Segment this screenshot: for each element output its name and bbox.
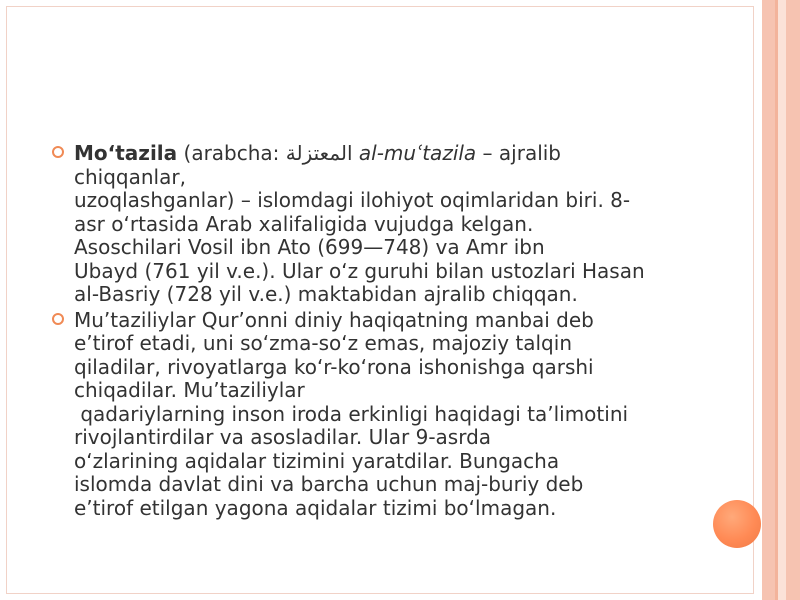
text-line: rivojlantirdilar va asosladilar. Ular 9-asrda: [74, 425, 492, 449]
text-line: e’tirof etadi, uni so‘zma-so‘z emas, majoziy talqin: [74, 331, 572, 355]
text-line: o‘zlarining aqidalar tizimini yaratdilar. Bungacha: [74, 448, 560, 473]
text-line: chiqadilar. Mu’taziliylar: [74, 378, 305, 402]
text-line: [74, 142, 688, 166]
right-stripe-inner: [778, 0, 786, 600]
text-line: Mu’taziliylar Qur’onni diniy haqiqatning manbai deb: [74, 307, 594, 332]
text-run: (arabcha:: [177, 141, 286, 165]
bullet-paragraph-1: [48, 142, 688, 307]
text-line: qiladilar, rivoyatlarga ko‘r-ko‘rona ishonishga qarshi: [74, 354, 594, 379]
transliteration: al-muʿtazila: [352, 141, 477, 165]
text-line: al-Basriy (728 yil v.e.) maktabidan ajralib chiqqan.: [74, 282, 578, 306]
ring-bullet-icon: [52, 146, 64, 158]
text-line: islomda davlat dini va barcha uchun maj-buriy deb: [74, 472, 584, 496]
text-line: e’tirof etilgan yagona aqidalar tizimi bo‘lmagan.: [74, 495, 557, 520]
term-motazila: Mo‘tazila: [74, 141, 178, 165]
text-line: uzoqlashganlar) – islomdagi ilohiyot oqimlaridan biri. 8-: [74, 188, 631, 212]
text-line: Asoschilari Vosil ibn Ato (699—748) va Amr ibn: [74, 235, 545, 259]
ring-bullet-icon: [52, 313, 64, 325]
arabic-term: المعتزلة: [285, 141, 353, 165]
slide-body: [48, 142, 688, 522]
orange-circle-decoration: [713, 500, 761, 548]
text-line: chiqqanlar,: [74, 164, 186, 189]
text-line: qadariylarning inson iroda erkinligi haqidagi ta’limotini: [74, 401, 629, 426]
text-run: – ajralib: [476, 141, 562, 165]
text-line: Ubayd (761 yil v.e.). Ular o‘z guruhi bilan ustozlari Hasan: [74, 258, 645, 283]
bullet-paragraph-2: [48, 309, 688, 521]
text-line: asr o‘rtasida Arab xalifaligida vujudga kelgan.: [74, 211, 534, 236]
